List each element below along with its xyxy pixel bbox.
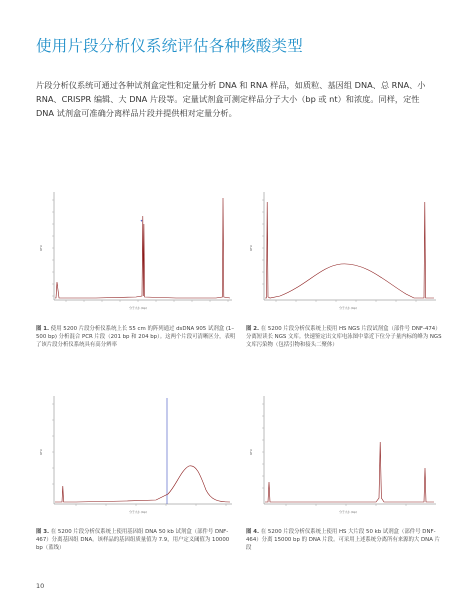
figure-2-caption [246, 325, 442, 349]
trace-4 [265, 442, 434, 502]
marker-label: ✦ [140, 219, 143, 223]
figure-1-caption-text: 使用 5200 片段分析仪系统上长 55 cm 的阵列通过 dsDNA 905 试剂盒 (1–500 bp) 分析混合 PCR 片段（201 bp 和 204 bp）。这两个片段可清晰区分，表明了该片段分析仪系统具有高分辨率 [36, 326, 236, 348]
y-axis-label: RFU [249, 245, 253, 251]
figure-4-chart [246, 390, 441, 520]
x-axis-label: 分子大小 (bp) [339, 510, 357, 514]
x-axis-label: 分子大小 (bp) [339, 306, 357, 310]
figure-3-chart [36, 390, 236, 520]
figure-2-caption-label: 图 2. [246, 326, 260, 332]
figure-2-caption-text: 在 5200 片段分析仪系统上使用 HS NGS 片段试剂盒（部件号 DNF-474）分离短读长 NGS 文库。快速鉴定出文库电泳图中靠近下位分子量内标的峰为 NGS 文库污染物（包括引物和接头二聚体） [246, 326, 442, 348]
page-number: 10 [36, 582, 45, 590]
page-title: 使用片段分析仪系统评估各种核酸类型 [36, 37, 303, 55]
figure-1-chart [36, 186, 236, 316]
figure-3-caption-text: 在 5200 片段分析仪系统上使用基因组 DNA 50 kb 试剂盒（部件号 DNF-467）分离基因组 DNA。该样品的基因组质量值为 7.9，用户定义阈值为 10000 bp（蓝线） [36, 529, 230, 551]
y-axis-label: RFU [249, 449, 253, 455]
figure-4-caption-label: 图 4. [246, 529, 260, 535]
x-axis-label: 分子大小 (bp) [129, 510, 147, 514]
figure-4-caption-text: 在 5200 片段分析仪系统上使用 HS 大片段 50 kb 试剂盒（部件号 DNF-464）分离 15000 bp 的 DNA 片段。可采用上述系统分离所有来源的大 DNA 片段 [246, 529, 441, 551]
intro-paragraph: 片段分析仪系统可通过各种试剂盒定性和定量分析 DNA 和 RNA 样品，如质粒、基因组 DNA、总 RNA、小 RNA、CRISPR 编辑、大 DNA 片段等。定量试剂盒可测定样品分子大小（bp 或 nt）和浓度。同样，定性 DNA 试剂盒可准确分离样品片段并提供相对定量分析。 [36, 80, 426, 118]
y-axis-label: RFU [39, 449, 43, 455]
trace-3 [55, 466, 230, 502]
trace-1 [55, 198, 230, 298]
figure-4-caption [246, 528, 442, 552]
x-axis-label: 分子大小 (bp) [129, 306, 147, 310]
figure-3-caption [36, 528, 236, 552]
figure-1-caption [36, 325, 236, 349]
trace-2 [265, 202, 434, 298]
figure-1-caption-label: 图 1. [36, 326, 50, 332]
y-axis-label: RFU [39, 245, 43, 251]
figure-3-caption-label: 图 3. [36, 529, 50, 535]
figure-2-chart [246, 186, 441, 316]
